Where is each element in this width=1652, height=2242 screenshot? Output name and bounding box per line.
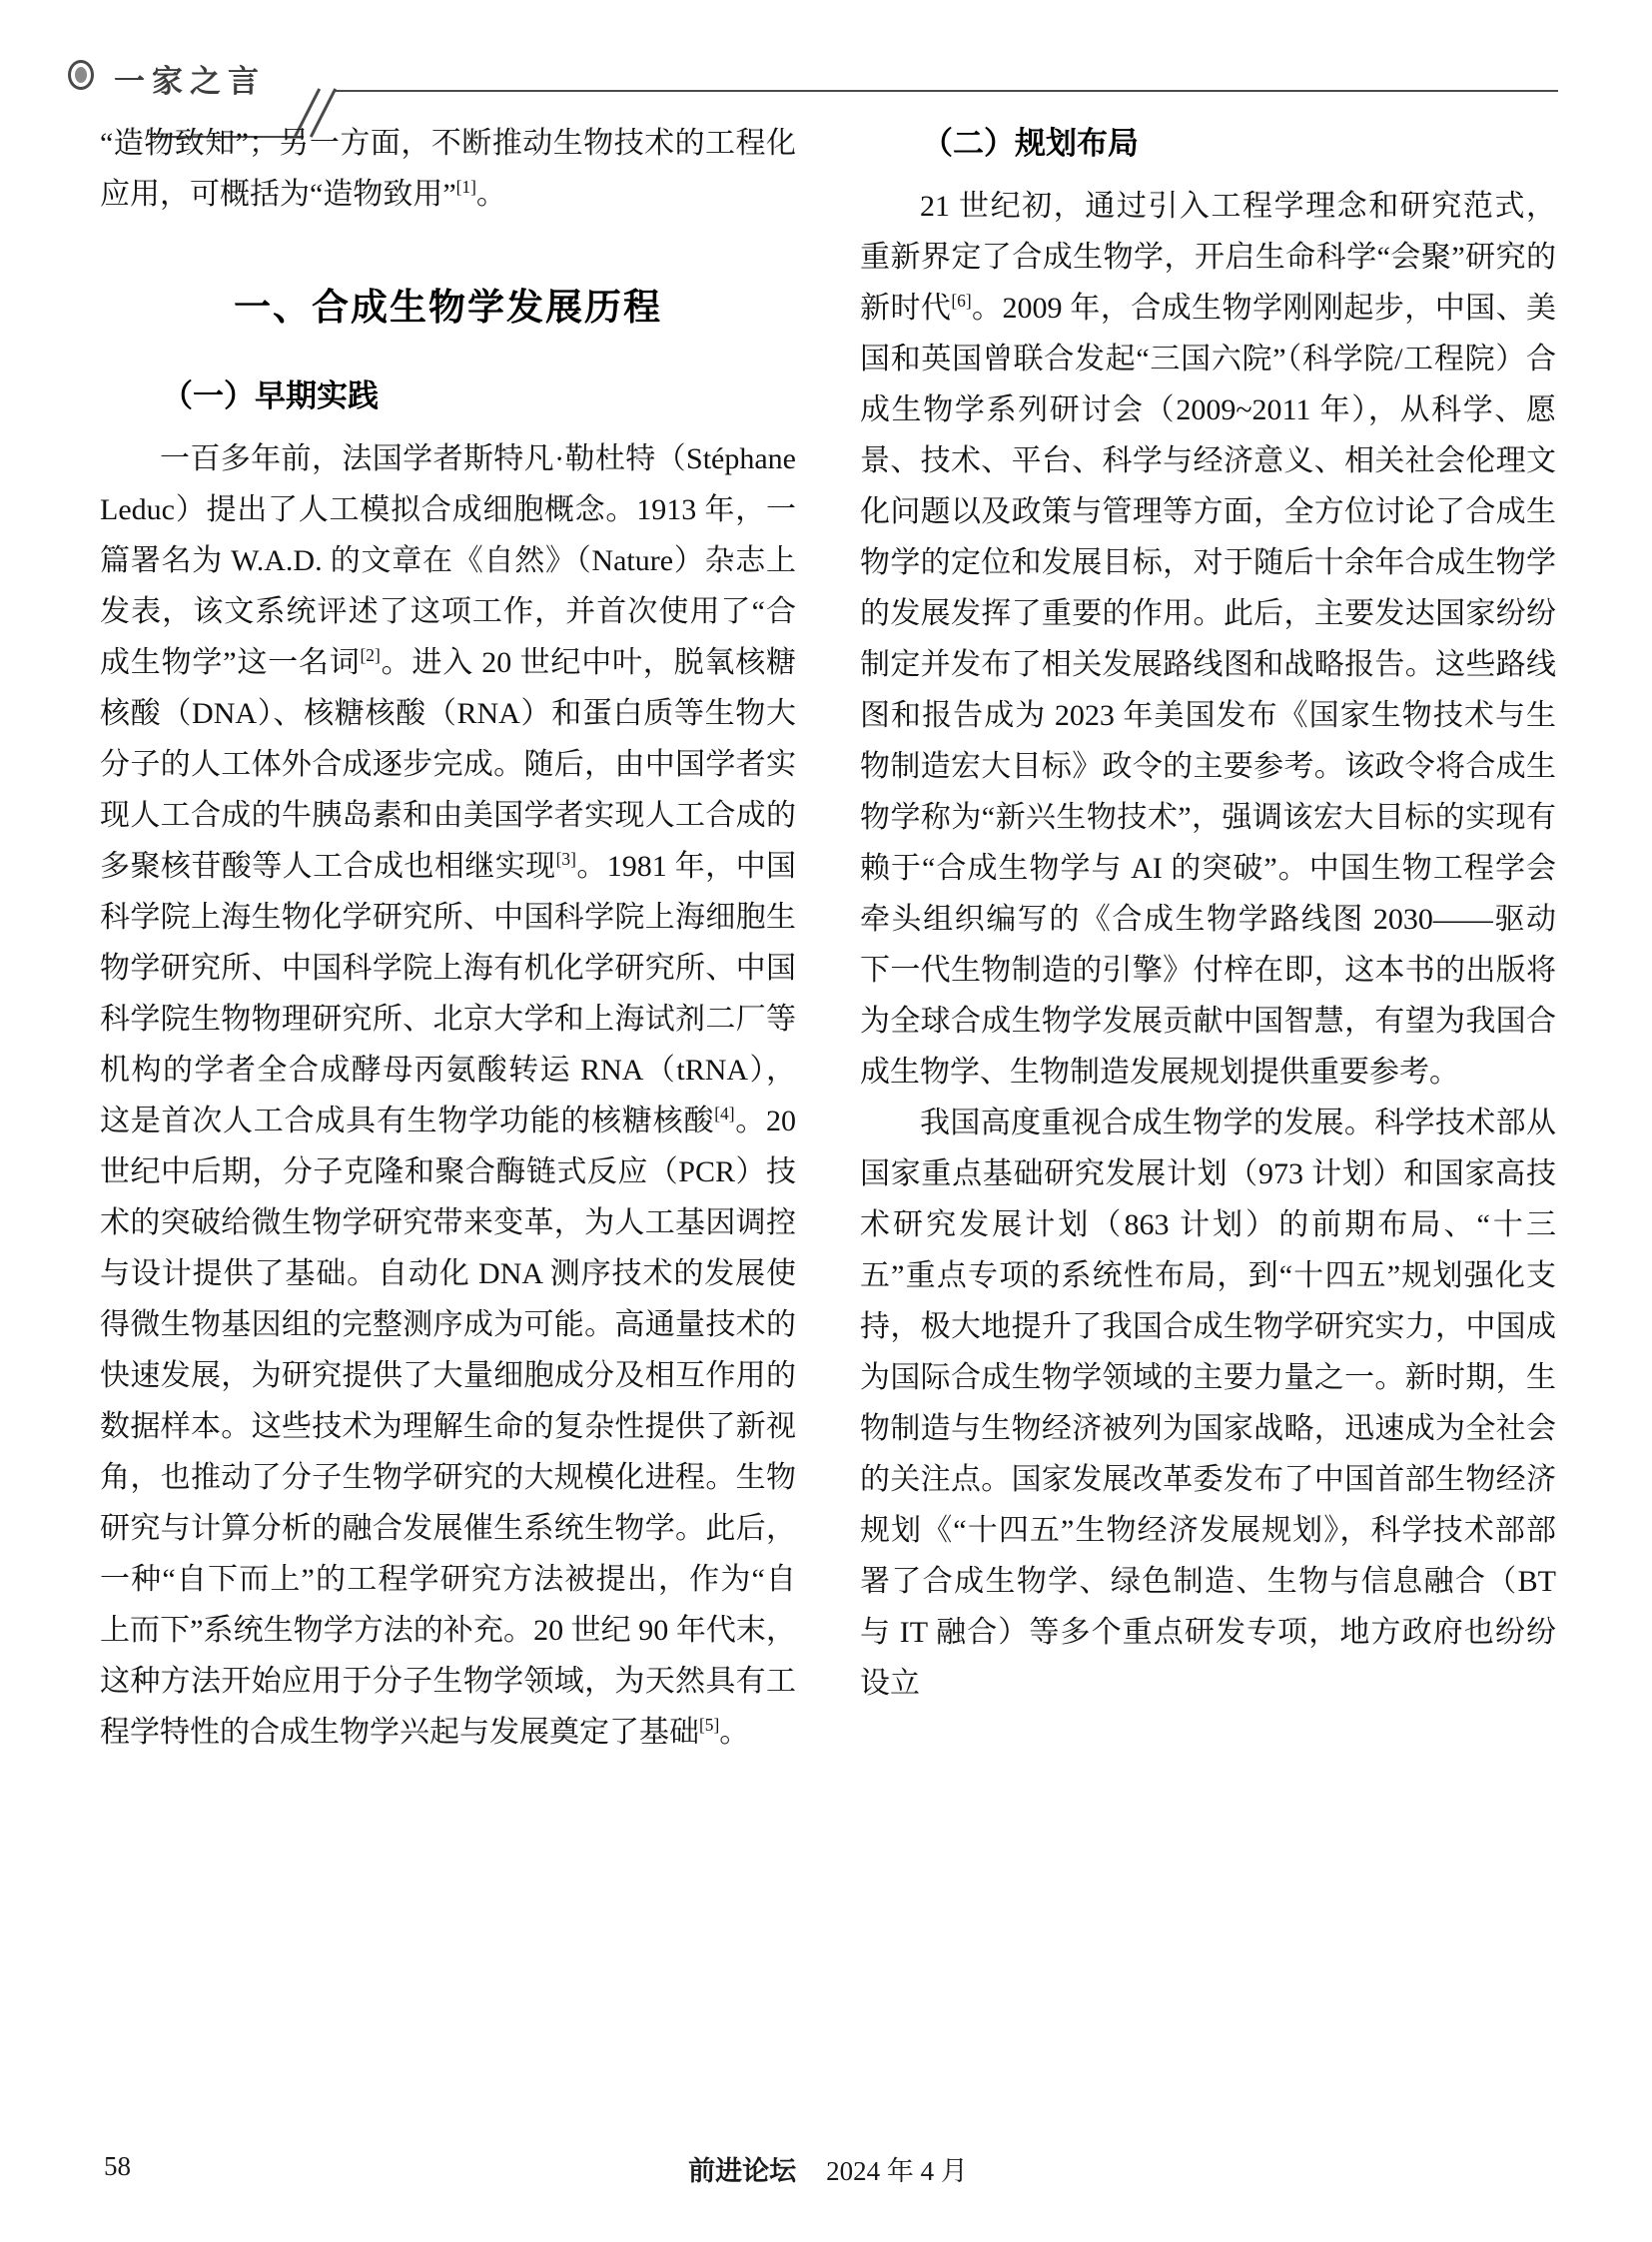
header-rule <box>334 90 1558 92</box>
subsection-heading-early-practice: （一）早期实践 <box>162 377 379 413</box>
body-paragraph: 我国高度重视合成生物学的发展。科学技术部从国家重点基础研究发展计划（973 计划）和国家高技术研究发展计划（863 计划）的前期布局、“十三五”重点专项的系统性布局，到“十四五”规划强化支持，极大地提升了我国合成生物学研究实力，中国成为国际合成生物学领域的主要力量之一。新时期，生物制造与生物经济被列为国家战略，迅速成为全社会的关注点。国家发展改革委发布了中国首部生物经济规划《“十四五”生物经济发展规划》，科学技术部部署了合成生物学、绿色制造、生物与信息融合（BT 与 IT 融合）等多个重点研发专项，地方政府也纷纷设立 <box>860 1107 1556 1700</box>
body-paragraph: 一百多年前，法国学者斯特凡·勒杜特（Stéphane Leduc）提出了人工模拟合成细胞概念。1913 年，一篇署名为 W.A.D. 的文章在《自然》（Nature）杂志上发表，该文系统评述了这项工作，并首次使用了“合成生物学”这一名词[2]。进入 20 世纪中叶，脱氧核糖核酸（DNA）、核糖核酸（RNA）和蛋白质等生物大分子的人工体外合成逐步完成。随后，由中国学者实现人工合成的牛胰岛素和由美国学者实现人工合成的多聚核苷酸等人工合成也相继实现[3]。1981 年，中国科学院上海生物化学研究所、中国科学院上海细胞生物学研究所、中国科学院上海有机化学研究所、中国科学院生物物理研究所、北京大学和上海试剂二厂等机构的学者全合成酵母丙氨酸转运 RNA（tRNA），这是首次人工合成具有生物学功能的核糖核酸[4]。20 世纪中后期，分子克隆和聚合酶链式反应（PCR）技术的突破给微生物学研究带来变革，为人工基因调控与设计提供了基础。自动化 DNA 测序技术的发展使得微生物基因组的完整测序成为可能。高通量技术的快速发展，为研究提供了大量细胞成分及相互作用的数据样本。这些技术为理解生命的复杂性提供了新视角，也推动了分子生物学研究的大规模化进程。生物研究与计算分析的融合发展催生系统生物学。此后，一种“自下而上”的工程学研究方法被提出，作为“自上而下”系统生物学方法的补充。20 世纪 90 年代末，这种方法开始应用于分子生物学领域，为天然具有工程学特性的合成生物学兴起与发展奠定了基础[5]。 <box>100 441 797 1749</box>
footer-journal-title: 前进论坛 <box>688 2156 797 2186</box>
column-header-label: 一家之言 <box>114 64 266 99</box>
text-columns <box>100 118 1556 1758</box>
page-number: 58 <box>104 2151 131 2181</box>
continuation-paragraph: “造物致知”；另一方面，不断推动生物技术的工程化应用，可概括为“造物致用”[1]。 <box>100 127 796 211</box>
page-footer <box>100 2149 1556 2193</box>
section-heading: 一、合成生物学发展历程 <box>234 287 662 328</box>
footer-center <box>100 2149 1556 2188</box>
section-marker-dot <box>75 67 87 83</box>
section-marker-icon <box>68 60 94 90</box>
footer-date: 2024 年 4 月 <box>826 2156 968 2186</box>
body-paragraph: 21 世纪初，通过引入工程学理念和研究范式，重新界定了合成生物学，开启生命科学“会聚”研究的新时代[6]。2009 年，合成生物学刚刚起步，中国、美国和英国曾联合发起“三国六院”（科学院/工程院）合成生物学系列研讨会（2009~2011 年），从科学、愿景、技术、平台、科学与经济意义、相关社会伦理文化问题以及政策与管理等方面，全方位讨论了合成生物学的定位和发展目标，对于随后十余年合成生物学的发展发挥了重要的作用。此后，主要发达国家纷纷制定并发布了相关发展路线图和战略报告。这些路线图和报告成为 2023 年美国发布《国家生物技术与生物制造宏大目标》政令的主要参考。该政令将合成生物学称为“新兴生物技术”，强调该宏大目标的实现有赖于“合成生物学与 AI 的突破”。中国生物工程学会牵头组织编写的《合成生物学路线图 2030——驱动下一代生物制造的引擎》付梓在即，这本书的出版将为全球合成生物学发展贡献中国智慧，有望为我国合成生物学、生物制造发展规划提供重要参考。 <box>860 190 1557 1089</box>
right-column <box>860 118 1556 1758</box>
left-column <box>100 118 796 1758</box>
subsection-heading-planning: （二）规划布局 <box>922 126 1139 161</box>
